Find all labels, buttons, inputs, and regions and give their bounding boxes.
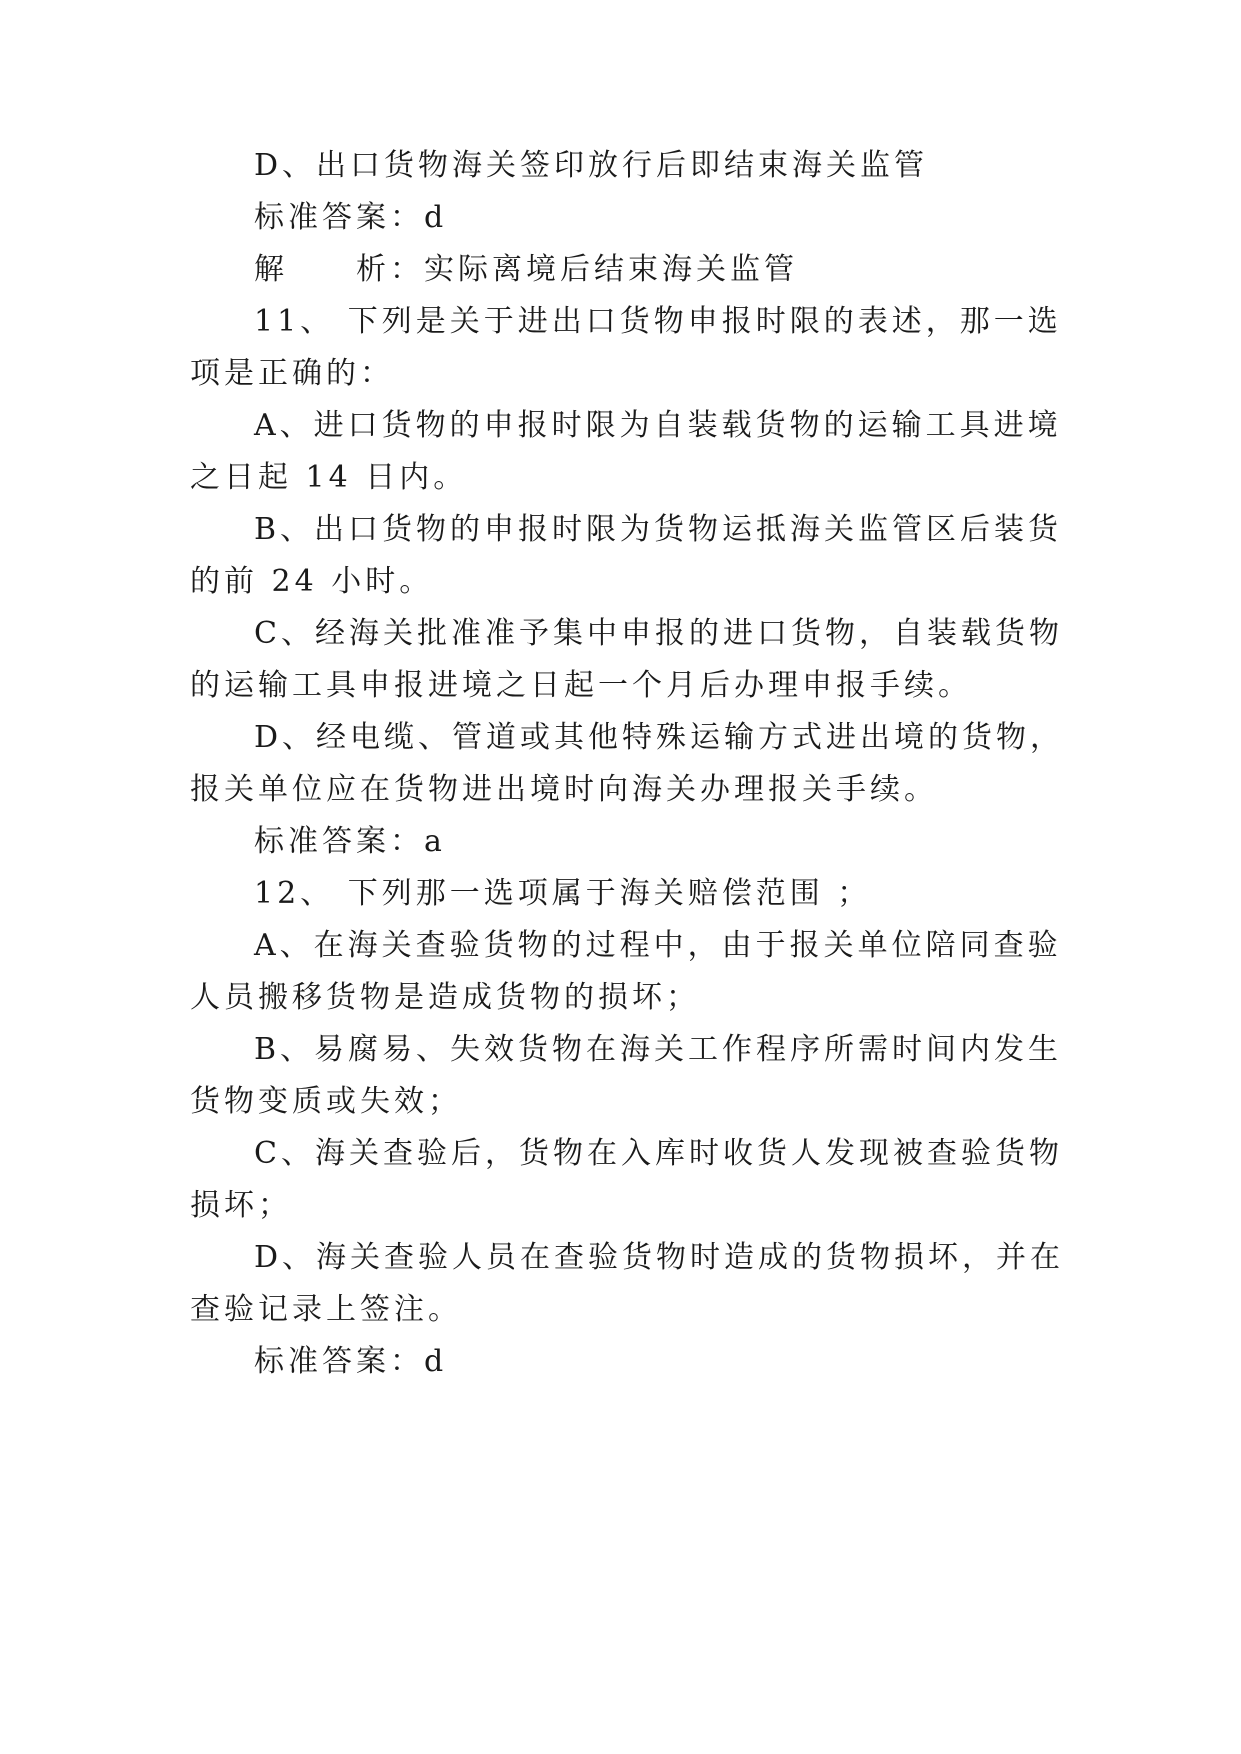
option-a-q12-cont: 人员搬移货物是造成货物的损坏；: [190, 980, 700, 1015]
question-12: 12、 下列那一选项属于海关赔偿范围 ；: [254, 876, 872, 911]
option-b-q11: B、出口货物的申报时限为货物运抵海关监管区后装货: [254, 512, 1063, 547]
answer-q11: 标准答案：a: [254, 824, 446, 859]
answer-q12: 标准答案：d: [254, 1344, 448, 1379]
option-c-q11: C、经海关批准准予集中申报的进口货物，自装载货物: [254, 616, 1063, 651]
option-c-q11-cont: 的运输工具申报进境之日起一个月后办理申报手续。: [190, 668, 972, 703]
option-d-q10: D、出口货物海关签印放行后即结束海关监管: [254, 148, 929, 183]
option-c-q12: C、海关查验后，货物在入库时收货人发现被查验货物: [254, 1136, 1063, 1171]
option-b-q12-cont: 货物变质或失效；: [190, 1084, 462, 1119]
option-c-q12-cont: 损坏；: [190, 1188, 292, 1223]
question-11: 11、 下列是关于进出口货物申报时限的表述，那一选: [254, 304, 1062, 339]
option-d-q11: D、经电缆、管道或其他特殊运输方式进出境的货物，: [254, 720, 1065, 755]
option-a-q11: A、进口货物的申报时限为自装载货物的运输工具进境: [254, 408, 1062, 443]
option-a-q11-cont: 之日起 14 日内。: [190, 460, 468, 495]
option-b-q12: B、易腐易、失效货物在海关工作程序所需时间内发生: [254, 1032, 1063, 1067]
option-b-q11-cont: 的前 24 小时。: [190, 564, 434, 599]
option-a-q12: A、在海关查验货物的过程中，由于报关单位陪同查验: [254, 928, 1062, 963]
question-11-cont: 项是正确的：: [190, 356, 394, 391]
explanation-q10: 解 析：实际离境后结束海关监管: [254, 252, 798, 287]
option-d-q12-cont: 查验记录上签注。: [190, 1292, 462, 1327]
answer-q10: 标准答案：d: [254, 200, 448, 235]
option-d-q11-cont: 报关单位应在货物进出境时向海关办理报关手续。: [190, 772, 938, 807]
option-d-q12: D、海关查验人员在查验货物时造成的货物损坏，并在: [254, 1240, 1065, 1275]
